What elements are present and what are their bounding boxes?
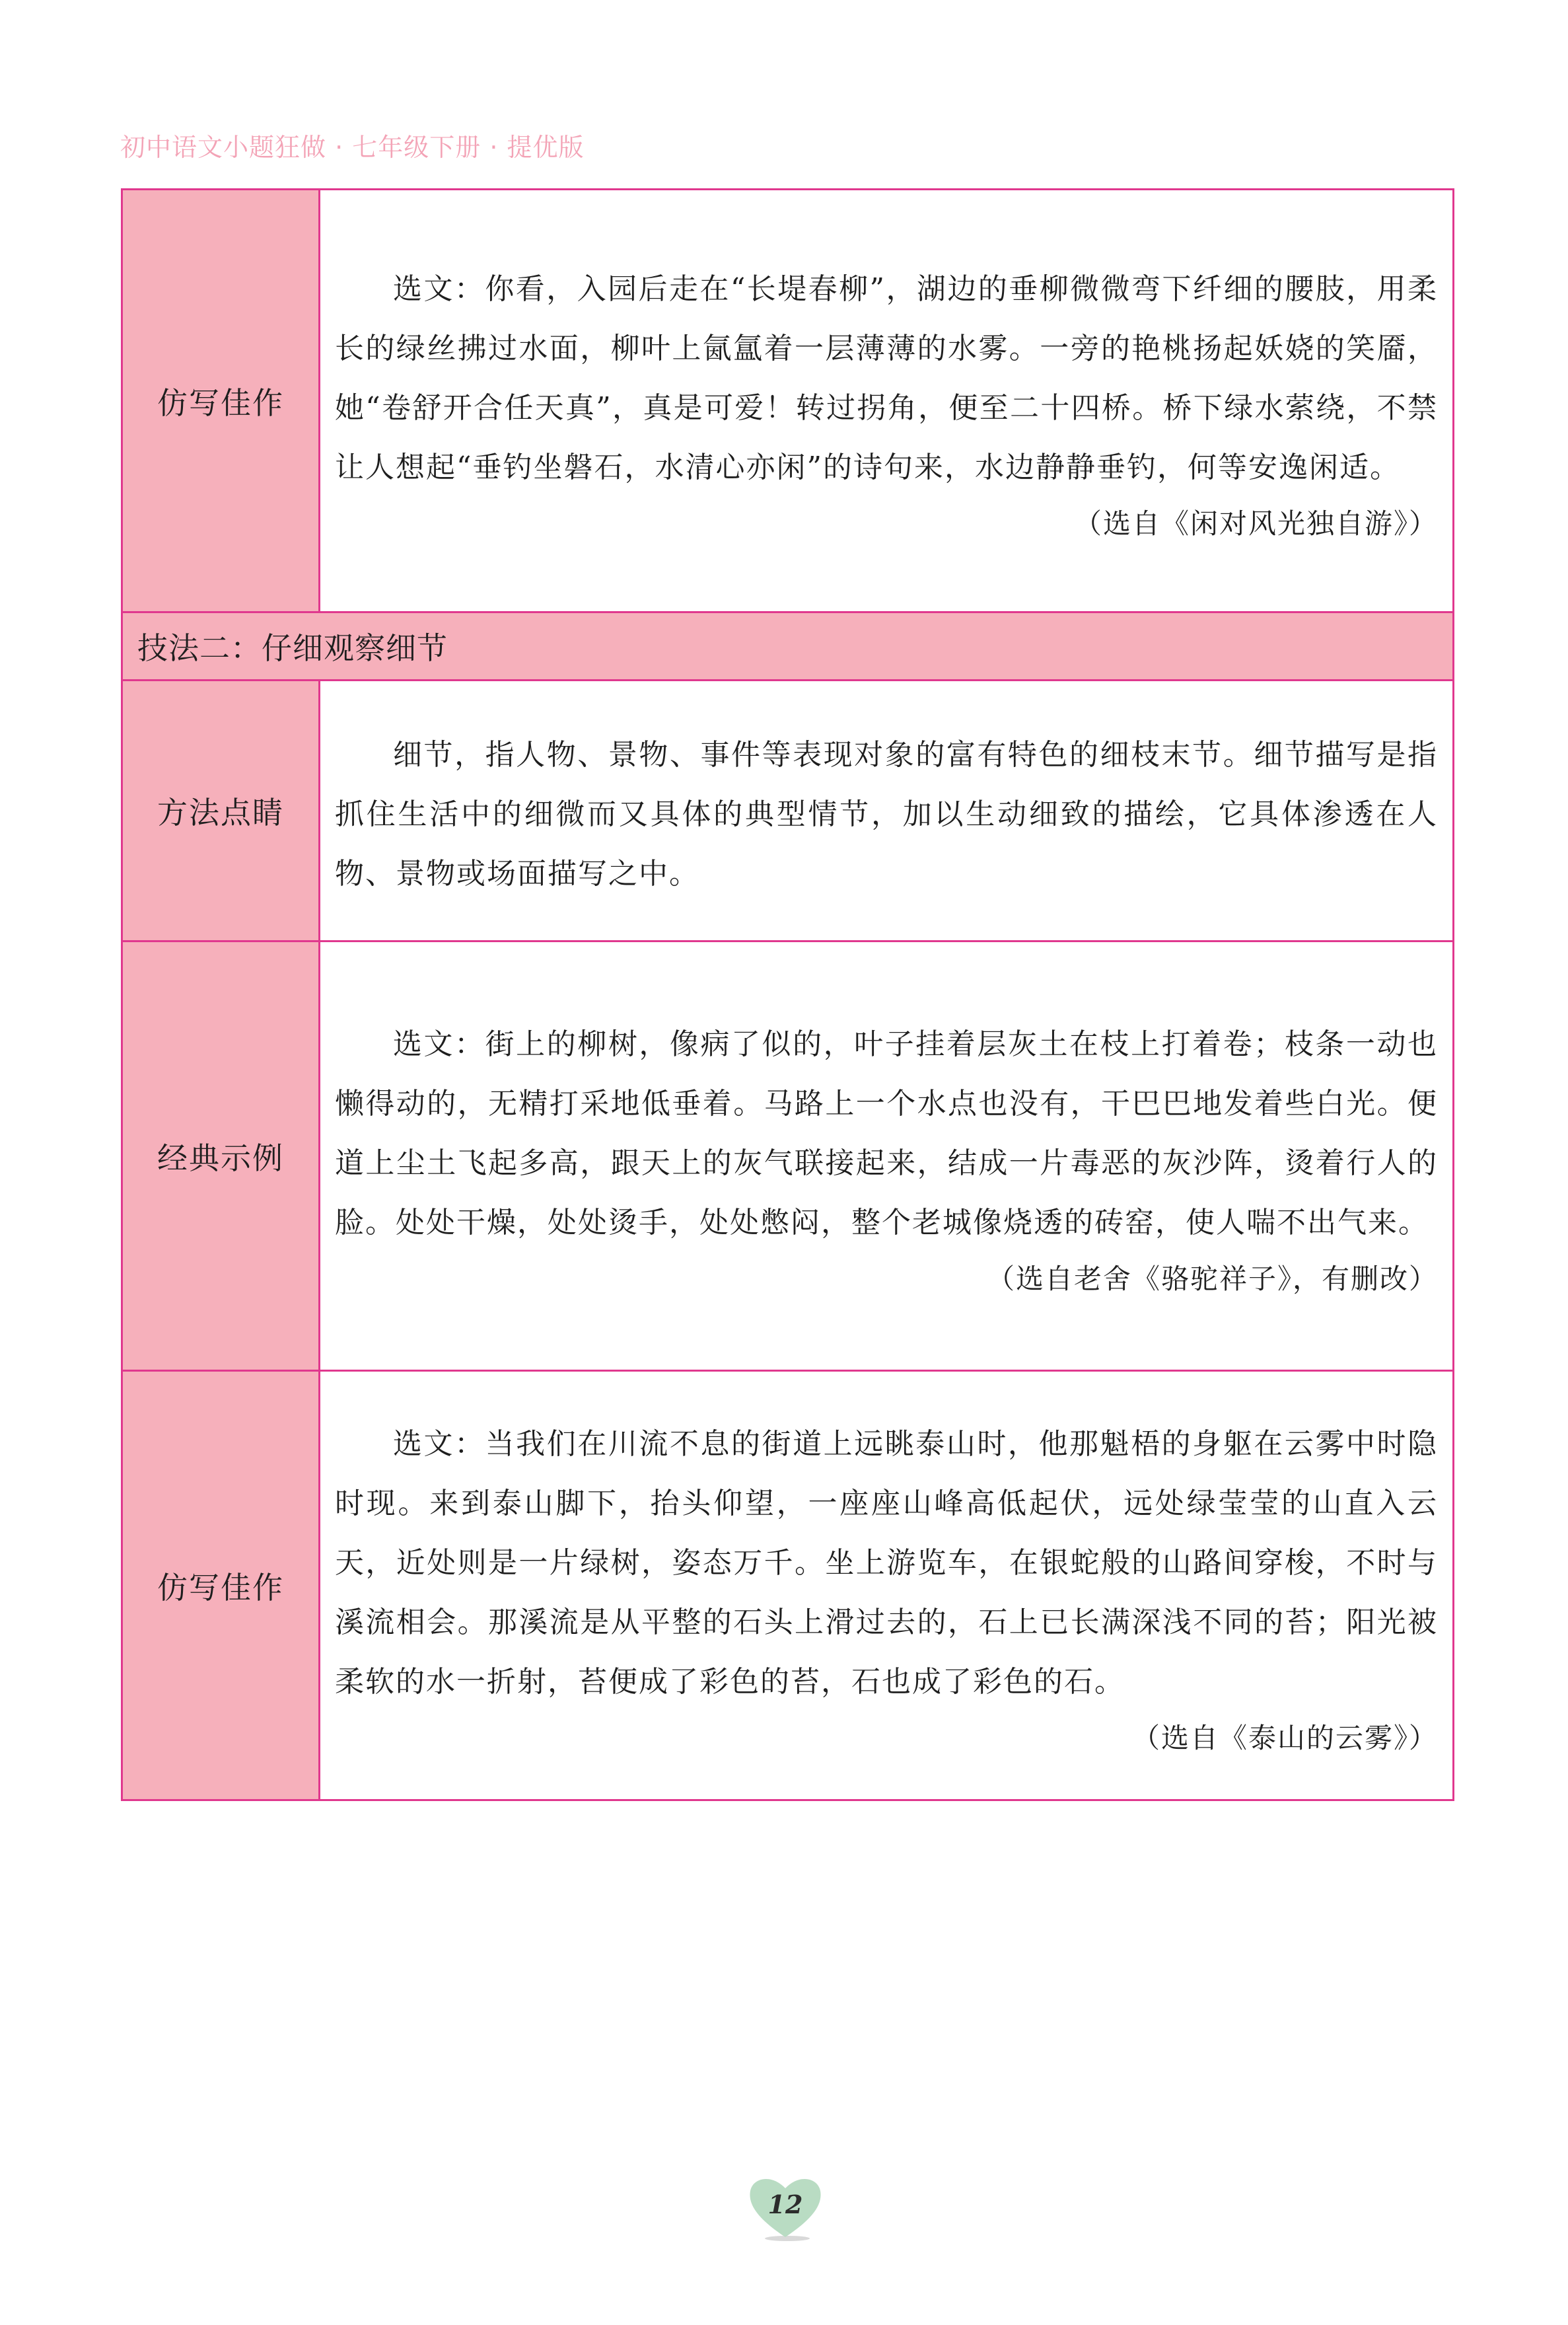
source-citation: （选自《泰山的云雾》） (1131, 1721, 1438, 1754)
row-content (320, 1371, 1454, 1800)
row-content (320, 681, 1454, 941)
running-header: 初中语文小题狂做 · 七年级下册 · 提优版 (120, 133, 585, 162)
row-label: 经典示例 (122, 941, 320, 1371)
section-header-row (122, 612, 1454, 681)
table-row (122, 1371, 1454, 1800)
content-table (121, 188, 1454, 1801)
passage-text: 细节，指人物、景物、事件等表现对象的富有特色的细枝末节。细节描写是指抓住生活中的细微而又具体的典型情节，加以生动细致的描绘，它具体渗透在人物、景物或场面描写之中。 (335, 738, 1438, 891)
passage-text: 选文：当我们在川流不息的街道上远眺泰山时，他那魁梧的身躯在云雾中时隐时现。来到泰山脚下，抬头仰望，一座座山峰高低起伏，远处绿莹莹的山直入云天，近处则是一片绿树，姿态万千。坐上游览车，在银蛇般的山路间穿梭，不时与溪流相会。那溪流是从平整的石头上滑过去的，石上已长满深浅不同的苔；阳光被柔软的水一折射，苔便成了彩色的苔，石也成了彩色的石。 (335, 1426, 1438, 1699)
row-label: 方法点睛 (122, 681, 320, 941)
passage-text: 选文：街上的柳树，像病了似的，叶子挂着层灰土在枝上打着卷；枝条一动也懒得动的，无精打采地低垂着。马路上一个水点也没有，干巴巴地发着些白光。便道上尘土飞起多高，跟天上的灰气联接起来，结成一片毒恶的灰沙阵，烫着行人的脸。处处干燥，处处烫手，处处憋闷，整个老城像烧透的砖窑，使人喘不出气来。 (335, 1027, 1438, 1239)
section-title: 技法二：仔细观察细节 (122, 612, 1454, 681)
table-row (122, 681, 1454, 941)
row-label: 仿写佳作 (122, 1371, 320, 1800)
table-row (122, 941, 1454, 1371)
passage-text: 选文：你看，入园后走在“长堤春柳”，湖边的垂柳微微弯下纤细的腰肢，用柔长的绿丝拂过水面，柳叶上氤氲着一层薄薄的水雾。一旁的艳桃扬起妖娆的笑靥，她“卷舒开合任天真”，真是可爱！转过拐角，便至二十四桥。桥下绿水萦绕，不禁让人想起“垂钓坐磐石，水清心亦闲”的诗句来，水边静静垂钓，何等安逸闲适。 (335, 272, 1438, 484)
row-label: 仿写佳作 (122, 190, 320, 612)
page-number: 12 (767, 2190, 803, 2219)
source-citation: （选自《闲对风光独自游》） (1073, 507, 1438, 540)
table-row (122, 190, 1454, 612)
row-content (320, 941, 1454, 1371)
row-content (320, 190, 1454, 612)
source-citation: （选自老舍《骆驼祥子》，有删改） (986, 1262, 1438, 1295)
page-number-badge (746, 2174, 824, 2242)
